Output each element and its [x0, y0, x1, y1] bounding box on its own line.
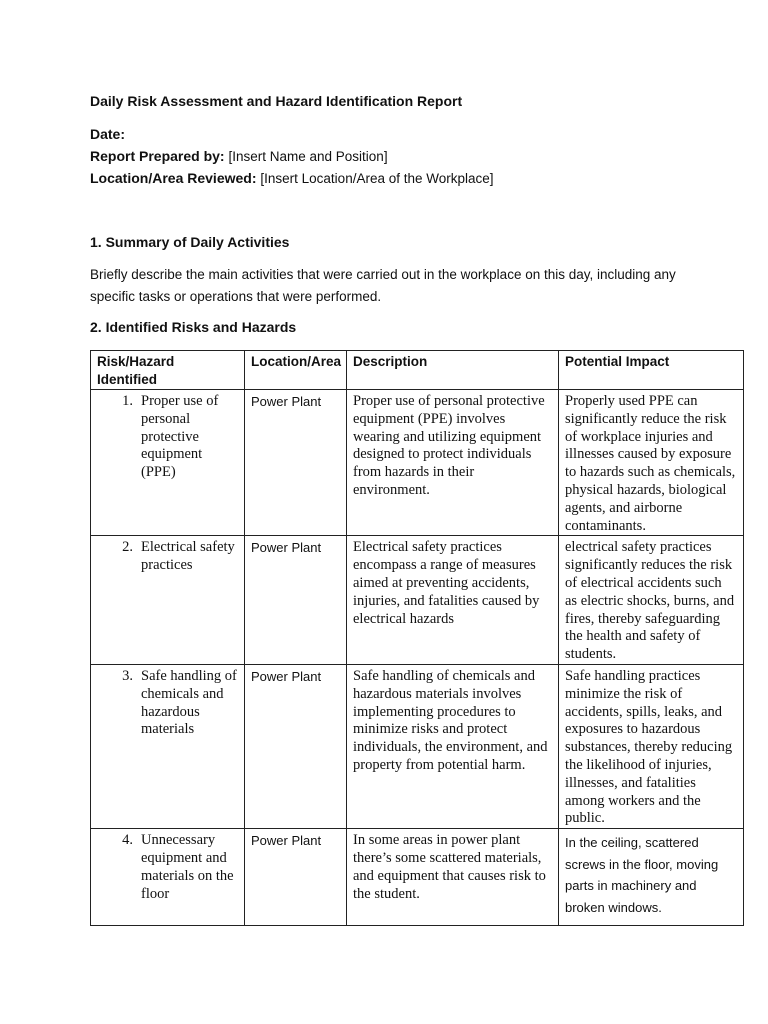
table-row — [91, 536, 744, 665]
risk-text: Electrical safety practices — [141, 539, 235, 574]
location-label: Location/Area Reviewed: — [90, 170, 257, 186]
description-text: Electrical safety practices encompass a range of measures aimed at preventing accidents, injuries, and fatalities caused by electrical hazards — [353, 539, 540, 627]
location-text: Power Plant — [251, 833, 322, 849]
section1-text: Briefly describe the main activities that were carried out in the workplace on this day, including any specific tasks or operations that were performed. — [90, 267, 676, 304]
risk-number: 3. — [122, 667, 133, 684]
risk-number: 2. — [122, 539, 133, 556]
risk-table — [90, 350, 744, 926]
prepared-by-line — [90, 148, 388, 164]
table-header-row — [91, 351, 744, 390]
col-header-impact: Potential Impact — [559, 351, 744, 390]
impact-cell — [559, 664, 744, 828]
location-cell — [245, 829, 347, 926]
description-cell — [347, 536, 559, 665]
date-label: Date: — [90, 126, 126, 142]
description-cell — [347, 390, 559, 536]
table-row — [91, 390, 744, 536]
col-header-location: Location/Area — [245, 351, 347, 390]
location-value: [Insert Location/Area of the Workplace] — [260, 171, 494, 186]
risk-cell — [91, 390, 245, 536]
description-cell — [347, 664, 559, 828]
risk-number: 4. — [122, 832, 133, 849]
prepared-by-label: Report Prepared by: — [90, 148, 225, 164]
report-title: Daily Risk Assessment and Hazard Identification Report — [90, 93, 463, 109]
risk-cell — [91, 536, 245, 665]
date-line — [90, 126, 125, 142]
col-header-description: Description — [347, 351, 559, 390]
section2-heading: 2. Identified Risks and Hazards — [90, 319, 297, 335]
impact-text: electrical safety practices significantly reduces the risk of electrical accidents such as electric shocks, burns, and fires, thereby safeguarding the health and safety of students. — [565, 539, 735, 663]
location-text: Power Plant — [251, 540, 322, 556]
location-text: Power Plant — [251, 668, 322, 684]
col-header-risk: Risk/Hazard Identified — [91, 351, 245, 390]
location-cell — [245, 390, 347, 536]
impact-text: Safe handling practices minimize the risk of accidents, spills, leaks, and exposures to hazardous substances, thereby reducing the likelihood of injuries, illnesses, and fatalities among workers and the public. — [565, 667, 733, 827]
impact-cell — [559, 390, 744, 536]
impact-cell — [559, 536, 744, 665]
description-cell — [347, 829, 559, 926]
impact-text: Properly used PPE can significantly reduce the risk of workplace injuries and illnesses caused by exposure to hazards such as chemicals, physical hazards, biological agents, and airborne contaminants. — [565, 393, 736, 534]
location-text: Power Plant — [251, 394, 322, 409]
risk-number: 1. — [122, 393, 133, 409]
impact-cell — [559, 829, 744, 926]
location-cell — [245, 536, 347, 665]
risk-text: Proper use of personal protective equipment (PPE) — [141, 393, 219, 481]
risk-text: Unnecessary equipment and materials on the floor — [141, 832, 234, 902]
location-cell — [245, 664, 347, 828]
location-line — [90, 170, 494, 186]
table-row — [91, 829, 744, 926]
description-text: Safe handling of chemicals and hazardous materials involves implementing procedures to minimize risks and protect individuals, the environment, and property from potential harm. — [353, 667, 548, 773]
risk-text: Safe handling of chemicals and hazardous materials — [141, 667, 237, 738]
risk-cell — [91, 829, 245, 926]
impact-text: In the ceiling, scattered screws in the floor, moving parts in machinery and broken windows. — [565, 835, 719, 915]
prepared-by-value: [Insert Name and Position] — [228, 149, 388, 164]
description-text: In some areas in power plant there’s some scattered materials, and equipment that causes risk to the student. — [353, 832, 546, 902]
section1-heading: 1. Summary of Daily Activities — [90, 234, 290, 250]
description-text: Proper use of personal protective equipment (PPE) involves wearing and utilizing equipment designed to protect individuals from hazards in their environment. — [353, 393, 545, 498]
risk-cell — [91, 664, 245, 828]
table-row — [91, 664, 744, 828]
